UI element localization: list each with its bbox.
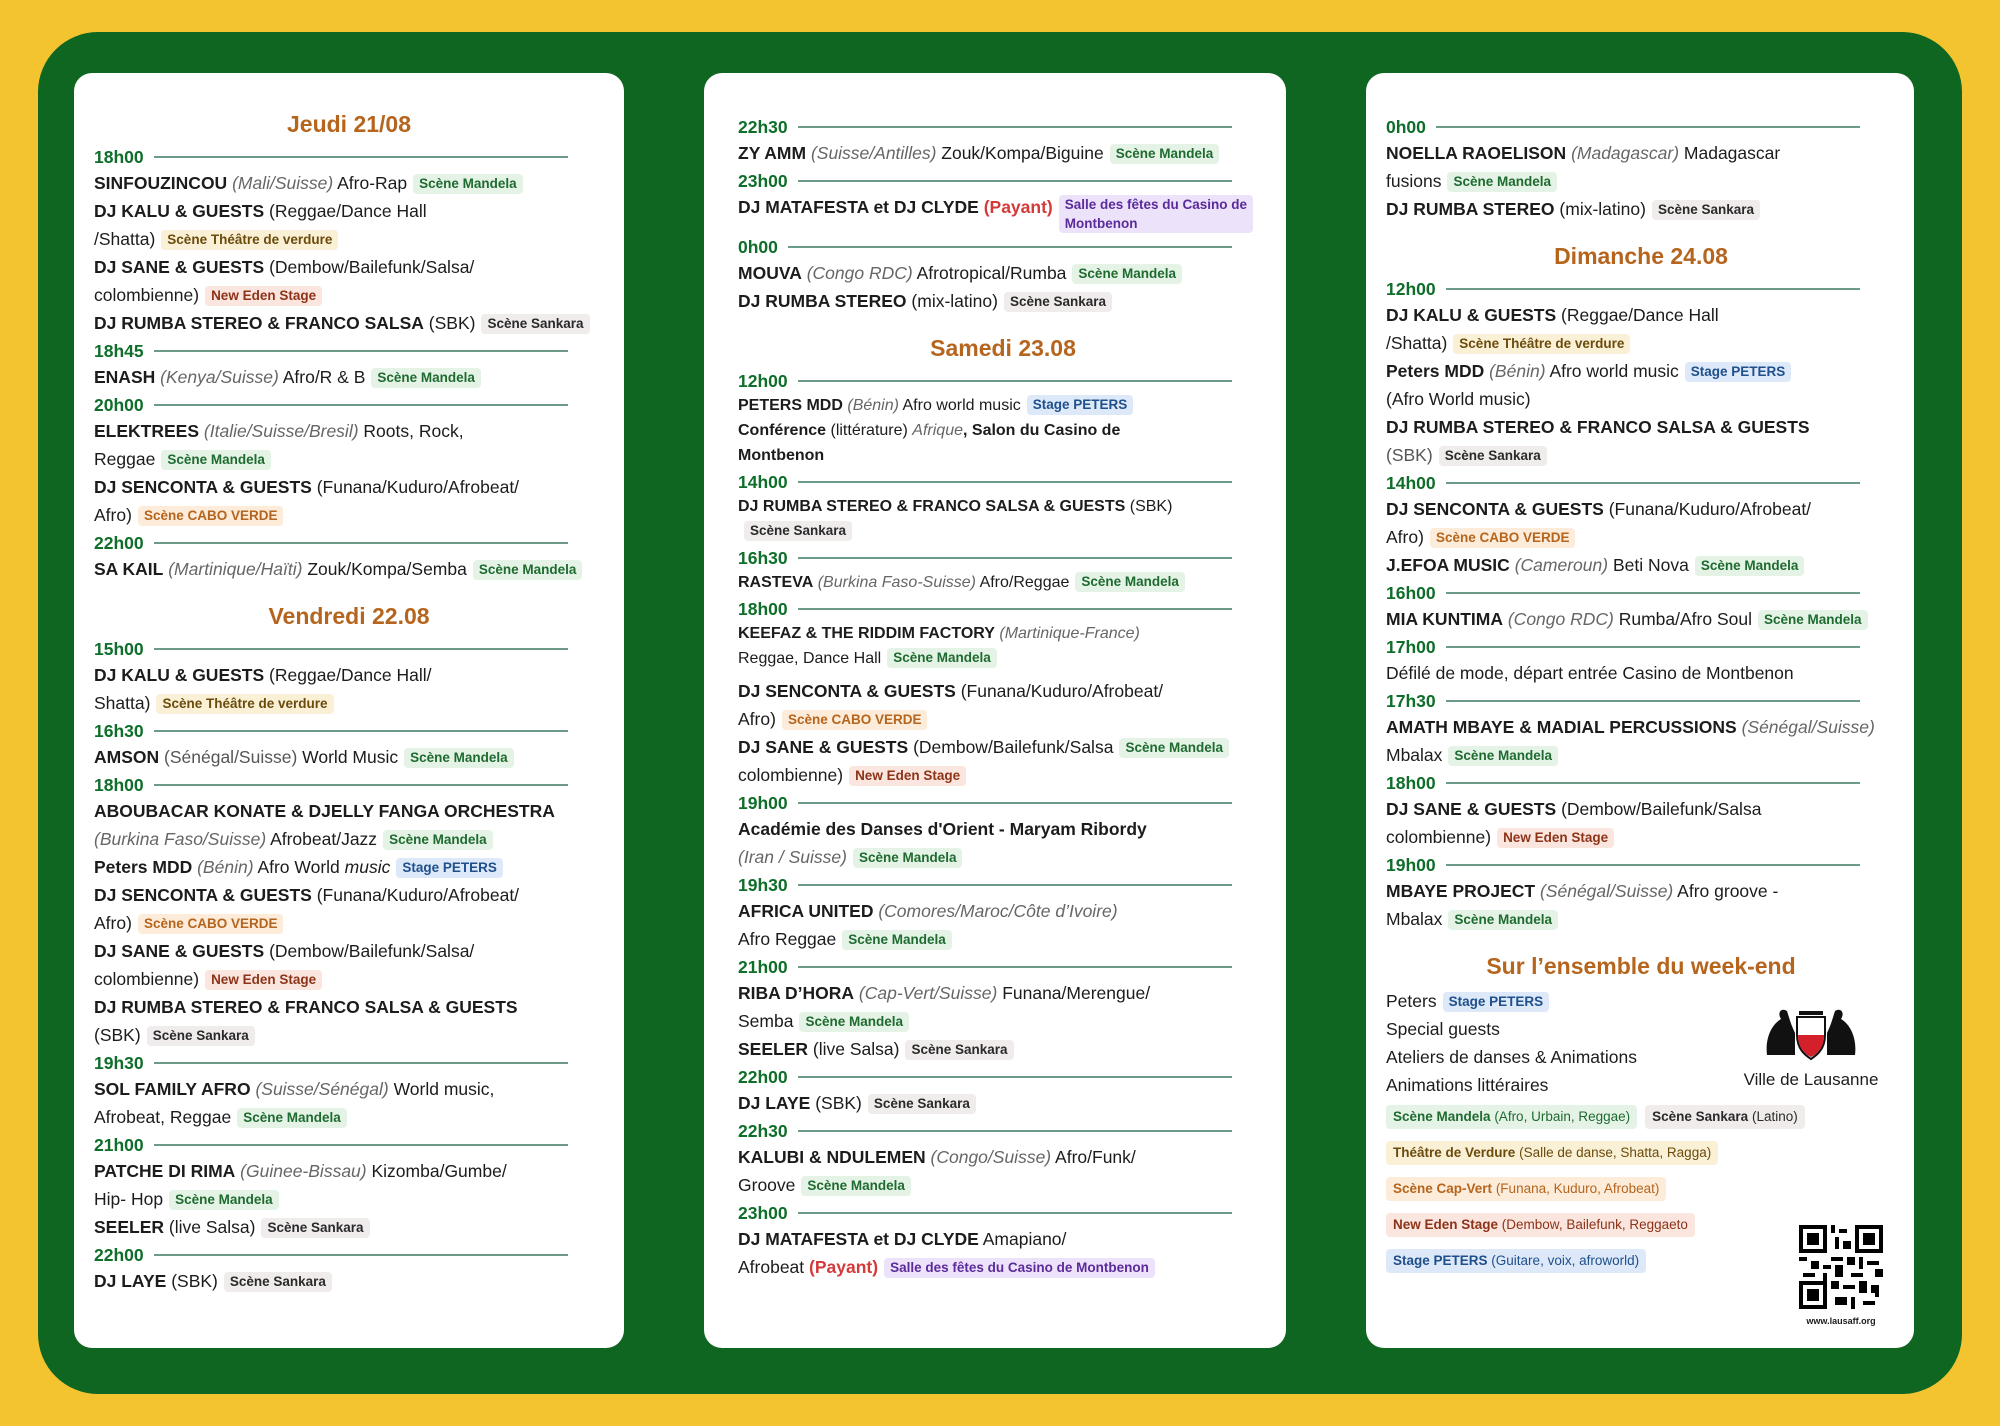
time-slot: 19h30 [738,873,1268,897]
event-entry: Académie des Danses d'Orient - Maryam Ribordy (Iran / Suisse) Scène Mandela [738,819,1147,867]
qr-code-icon[interactable] [1799,1225,1883,1309]
time-slot: 16h00 [1386,581,1896,605]
day-heading-vendredi: Vendredi 22.08 [268,603,430,629]
event-entry: DJ RUMBA STEREO & FRANCO SALSA & GUESTS (SBK) Scène Sankara [1386,417,1810,465]
stage-tag: New Eden Stage [849,766,966,786]
event-entry: DJ SANE & GUESTS (Dembow/Bailefunk/Salsa Scène Mandela colombienne) New Eden Stage [738,733,1268,789]
time-slot: 17h30 [1386,689,1896,713]
time-slot: 20h00 [94,393,604,417]
stage-tag: Scène CABO VERDE [1430,528,1576,548]
time-slot: 18h00 [738,597,1268,621]
day-heading-samedi: Samedi 23.08 [930,335,1076,361]
time-slot: 19h30 [94,1051,604,1075]
event-entry: DJ RUMBA STEREO (mix-latino) Scène Sankara [738,287,1268,315]
event-entry: SEELER (live Salsa) Scène Sankara [738,1035,1268,1063]
stage-tag: Scène Mandela [1119,738,1229,758]
time-slot: 18h45 [94,339,604,363]
stage-tag: Scène Sankara [1004,292,1112,312]
stage-tag: Scène Sankara [147,1026,255,1046]
stage-tag: New Eden Stage [205,286,322,306]
event-entry: PETERS MDD (Bénin) Afro world music Stage PETERS [738,393,1268,418]
lausanne-logo [1726,987,1896,1099]
stage-tag: Scène CABO VERDE [782,710,928,730]
stage-tag: Scène Mandela [413,174,523,194]
time-slot: 12h00 [1386,277,1896,301]
event-entry: DJ LAYE (SBK) Scène Sankara [94,1267,604,1295]
stage-tag: Scène Mandela [853,848,963,868]
event-entry: ELEKTREES (Italie/Suisse/Bresil) Roots, Rock, Reggae Scène Mandela [94,421,464,469]
stage-tag: Scène Mandela [161,450,271,470]
time-slot: 14h00 [738,470,1268,494]
event-entry: KEEFAZ & THE RIDDIM FACTORY (Martinique-France) Reggae, Dance Hall Scène Mandela [738,625,1140,667]
time-slot: 18h00 [1386,771,1896,795]
event-entry: Peters MDD (Bénin) Afro World music Stage PETERS [94,853,604,881]
event-entry: DJ RUMBA STEREO & FRANCO SALSA & GUESTS (SBK) Scène Sankara [94,997,518,1045]
stage-tag: Scène Mandela [371,368,481,388]
event-entry: SOL FAMILY AFRO (Suisse/Sénégal) World music, Afrobeat, Reggae Scène Mandela [94,1079,495,1127]
stage-tag: Stage PETERS [1443,992,1550,1012]
event-entry: DJ MATAFESTA et DJ CLYDE Amapiano/ Afrobeat (Payant) Salle des fêtes du Casino de Montbenon [738,1225,1268,1281]
stage-tag: Scène Sankara [481,314,589,334]
stage-tag: Scène Théâtre de verdure [156,694,333,714]
stage-tag: Scène Sankara [224,1272,332,1292]
stage-tag: Scène Mandela [1695,556,1805,576]
weekend-item: Animations littéraires [1386,1075,1549,1095]
event-entry: SEELER (live Salsa) Scène Sankara [94,1213,604,1241]
time-slot: 16h30 [94,719,604,743]
weekend-item: Peters Stage PETERS [1386,987,1726,1015]
time-slot: 0h00 [738,235,1268,259]
event-entry: DJ KALU & GUESTS (Reggae/Dance Hall /Shatta) Scène Théâtre de verdure [94,201,427,249]
time-slot: 14h00 [1386,471,1896,495]
stage-tag: Scène Mandela [801,1176,911,1196]
time-slot: 22h30 [738,1119,1268,1143]
event-entry: AMATH MBAYE & MADIAL PERCUSSIONS (Sénégal/Suisse) Mbalax Scène Mandela [1386,717,1875,765]
event-entry: KALUBI & NDULEMEN (Congo/Suisse) Afro/Funk/ Groove Scène Mandela [738,1147,1136,1195]
time-slot: 23h00 [738,1201,1268,1225]
event-entry: PATCHE DI RIMA (Guinee-Bissau) Kizomba/Gumbe/ Hip- Hop Scène Mandela [94,1161,507,1209]
weekend-item: Ateliers de danses & Animations [1386,1047,1637,1067]
event-entry: DJ RUMBA STEREO & FRANCO SALSA (SBK) Scène Sankara [94,309,604,337]
qr-block [1796,1225,1886,1326]
stage-tag: Scène CABO VERDE [138,914,284,934]
stage-tag: Salle des fêtes du Casino de Montbenon [1059,195,1253,233]
event-entry: DJ KALU & GUESTS (Reggae/Dance Hall /Shatta) Scène Théâtre de verdure [1386,305,1719,353]
stage-tag: Scène Mandela [842,930,952,950]
stage-tag: Scène Mandela [1075,572,1185,592]
event-entry: MIA KUNTIMA (Congo RDC) Rumba/Afro Soul Scène Mandela [1386,605,1896,633]
stage-tag: Stage PETERS [1685,362,1792,382]
event-entry: DJ SANE & GUESTS (Dembow/Bailefunk/Salsa colombienne) New Eden Stage [1386,799,1762,847]
time-slot: 12h00 [738,369,1268,393]
event-entry: DJ RUMBA STEREO & FRANCO SALSA & GUESTS (SBK)Scène Sankara [738,494,1268,544]
time-slot: 21h00 [738,955,1268,979]
event-entry: DJ LAYE (SBK) Scène Sankara [738,1089,1268,1117]
time-slot: 18h00 [94,773,604,797]
legend-item-cap-vert: Scène Cap-Vert (Funana, Kuduro, Afrobeat) [1386,1177,1666,1201]
time-slot: 18h00 [94,145,604,169]
event-entry: RIBA D’HORA (Cap-Vert/Suisse) Funana/Merengue/ Semba Scène Mandela [738,983,1151,1031]
website-url[interactable]: www.lausaff.org [1806,1316,1876,1326]
time-slot: 22h00 [738,1065,1268,1089]
stage-tag: Scène Théâtre de verdure [161,230,338,250]
stage-tag: Scène Mandela [799,1012,909,1032]
panel-left [74,73,624,1348]
time-slot: 19h00 [738,791,1268,815]
event-entry: DJ SANE & GUESTS (Dembow/Bailefunk/Salsa/ colombienne) New Eden Stage [94,257,475,305]
event-entry: ZY AMM (Suisse/Antilles) Zouk/Kompa/Biguine Scène Mandela [738,139,1268,167]
event-entry: AMSON (Sénégal/Suisse) World Music Scène Mandela [94,743,604,771]
time-slot: 19h00 [1386,853,1896,877]
time-slot: 23h00 [738,169,1268,193]
event-entry: DJ SENCONTA & GUESTS (Funana/Kuduro/Afrobeat/ Afro) Scène CABO VERDE [738,681,1164,729]
weekend-heading: Sur l’ensemble du week-end [1486,953,1796,979]
city-label: Ville de Lausanne [1743,1070,1879,1089]
time-slot: 22h30 [738,115,1268,139]
stage-tag: Scène Mandela [1447,172,1557,192]
panel-middle [704,73,1286,1348]
event-entry: J.EFOA MUSIC (Cameroun) Beti Nova Scène Mandela [1386,551,1896,579]
stage-tag: Scène Mandela [1072,264,1182,284]
time-slot: 22h00 [94,531,604,555]
day-heading-jeudi: Jeudi 21/08 [286,111,412,137]
event-entry: AFRICA UNITED (Comores/Maroc/Côte d’Ivoire) Afro Reggae Scène Mandela [738,901,1118,949]
event-entry: RASTEVA (Burkina Faso-Suisse) Afro/Reggae Scène Mandela [738,570,1268,595]
stage-tag: Scène Mandela [1758,610,1868,630]
event-entry: Peters MDD (Bénin) Afro world music Stage PETERS (Afro World music) [1386,357,1896,413]
stage-tag: New Eden Stage [1497,828,1614,848]
legend-item-peters: Stage PETERS (Guitare, voix, afroworld) [1386,1249,1646,1273]
time-slot: 21h00 [94,1133,604,1157]
event-entry: Défilé de mode, départ entrée Casino de Montbenon [1386,663,1794,683]
event-entry: DJ SANE & GUESTS (Dembow/Bailefunk/Salsa/ colombienne) New Eden Stage [94,941,475,989]
stage-tag: Scène Mandela [383,830,493,850]
stage-tag: Scène Mandela [1448,746,1558,766]
event-entry: MOUVA (Congo RDC) Afrotropical/Rumba Scène Mandela [738,259,1268,287]
stage-tag: Scène Mandela [1448,910,1558,930]
stage-tag: Scène Sankara [261,1218,369,1238]
legend-item-verdure: Théâtre de Verdure (Salle de danse, Shatta, Ragga) [1386,1141,1718,1165]
legend-item-sankara: Scène Sankara (Latino) [1645,1105,1805,1129]
stage-tag: Scène Sankara [1439,446,1547,466]
event-entry: DJ SENCONTA & GUESTS (Funana/Kuduro/Afrobeat/ Afro) Scène CABO VERDE [94,885,520,933]
legend-item-new-eden: New Eden Stage (Dembow, Bailefunk, Reggaeto [1386,1213,1695,1237]
stage-tag: Scène Mandela [404,748,514,768]
stage-tag: Scène CABO VERDE [138,506,284,526]
event-entry: SINFOUZINCOU (Mali/Suisse) Afro-Rap Scène Mandela [94,169,604,197]
time-slot: 15h00 [94,637,604,661]
stage-tag: Scène Sankara [905,1040,1013,1060]
stage-tag: Scène Mandela [237,1108,347,1128]
panel-right [1366,73,1914,1348]
lausanne-coat-of-arms-icon [1761,1005,1861,1061]
day-heading-dimanche: Dimanche 24.08 [1554,243,1728,269]
weekend-item: Special guests [1386,1019,1500,1039]
legend-item-mandela: Scène Mandela (Afro, Urbain, Reggae) [1386,1105,1637,1129]
time-slot: 22h00 [94,1243,604,1267]
time-slot: 0h00 [1386,115,1896,139]
event-entry: DJ SENCONTA & GUESTS (Funana/Kuduro/Afrobeat/ Afro) Scène CABO VERDE [1386,499,1812,547]
stage-tag: Scène Sankara [868,1094,976,1114]
stage-tag: Stage PETERS [396,858,503,878]
stage-tag: Scène Mandela [1110,144,1220,164]
stage-tag: Scène Sankara [744,521,852,541]
event-entry: MBAYE PROJECT (Sénégal/Suisse) Afro groove - Mbalax Scène Mandela [1386,881,1779,929]
event-entry: DJ MATAFESTA et DJ CLYDE (Payant) Salle des fêtes du Casino de Montbenon [738,193,1268,233]
event-entry: SA KAIL (Martinique/Haïti) Zouk/Kompa/Semba Scène Mandela [94,555,604,583]
event-entry: ENASH (Kenya/Suisse) Afro/R & B Scène Mandela [94,363,604,391]
event-entry: ABOUBACAR KONATE & DJELLY FANGA ORCHESTRA (Burkina Faso/Suisse) Afrobeat/Jazz Scène Mandela [94,801,555,849]
event-entry: NOELLA RAOELISON (Madagascar) Madagascar fusions Scène Mandela [1386,143,1781,191]
time-slot: 17h00 [1386,635,1896,659]
stage-tag: Scène Mandela [887,648,997,668]
event-entry: Conférence (littérature) Afrique, Salon du Casino de Montbenon [738,422,1121,464]
stage-tag: Scène Théâtre de verdure [1453,334,1630,354]
stage-tag: Salle des fêtes du Casino de Montbenon [884,1258,1155,1278]
time-slot: 16h30 [738,546,1268,570]
stage-tag: Scène Mandela [169,1190,279,1210]
stage-tag: New Eden Stage [205,970,322,990]
stage-tag: Scène Sankara [1652,200,1760,220]
event-entry: DJ KALU & GUESTS (Reggae/Dance Hall/ Shatta) Scène Théâtre de verdure [94,665,432,713]
event-entry: DJ RUMBA STEREO (mix-latino) Scène Sankara [1386,195,1896,223]
stage-tag: Stage PETERS [1027,395,1134,415]
stage-tag: Scène Mandela [473,560,583,580]
event-entry: DJ SENCONTA & GUESTS (Funana/Kuduro/Afrobeat/ Afro) Scène CABO VERDE [94,477,520,525]
